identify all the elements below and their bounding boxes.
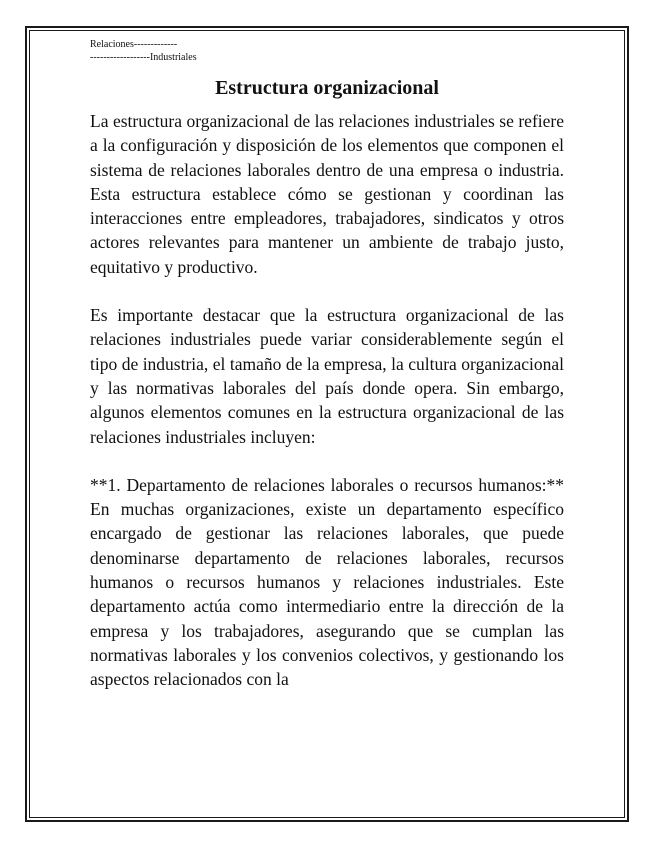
page-content <box>90 38 564 692</box>
paragraph-hr-department: **1. Departamento de relaciones laborales o recursos humanos:** En muchas organizaciones, existe un departamento específico encargado de gestionar las relaciones laborales, que puede denominarse departamento de relaciones laborales, recursos humanos o recursos humanos y relaciones industriales. Este departamento actúa como intermediario entre la dirección de la empresa y los trabajadores, asegurando que se cumplan las normativas laborales y los convenios colectivos, y gestionando los aspectos relacionados con la <box>90 474 564 690</box>
running-header-line-1: Relaciones------------- <box>90 39 178 50</box>
paragraph-variation: Es importante destacar que la estructura organizacional de las relaciones industriales puede variar considerablemente según el tipo de industria, el tamaño de la empresa, la cultura organizacional y las normativas laborales del país donde opera. Sin embargo, algunos elementos comunes en la estructura organizacional de las relaciones industriales incluyen: <box>90 305 564 447</box>
running-header-line-2: ------------------Industriales <box>90 52 197 63</box>
running-header <box>90 38 564 64</box>
paragraph-intro: La estructura organizacional de las relaciones industriales se refiere a la configuración y disposición de los elementos que componen el sistema de relaciones laborales dentro de una empresa o industria. Esta estructura establece cómo se gestionan y coordinan las interacciones entre empleadores, trabajadores, sindicatos y otros actores relevantes para mantener un ambiente de trabajo justo, equitativo y productivo. <box>90 111 564 277</box>
page-title: Estructura organizacional <box>215 77 439 99</box>
